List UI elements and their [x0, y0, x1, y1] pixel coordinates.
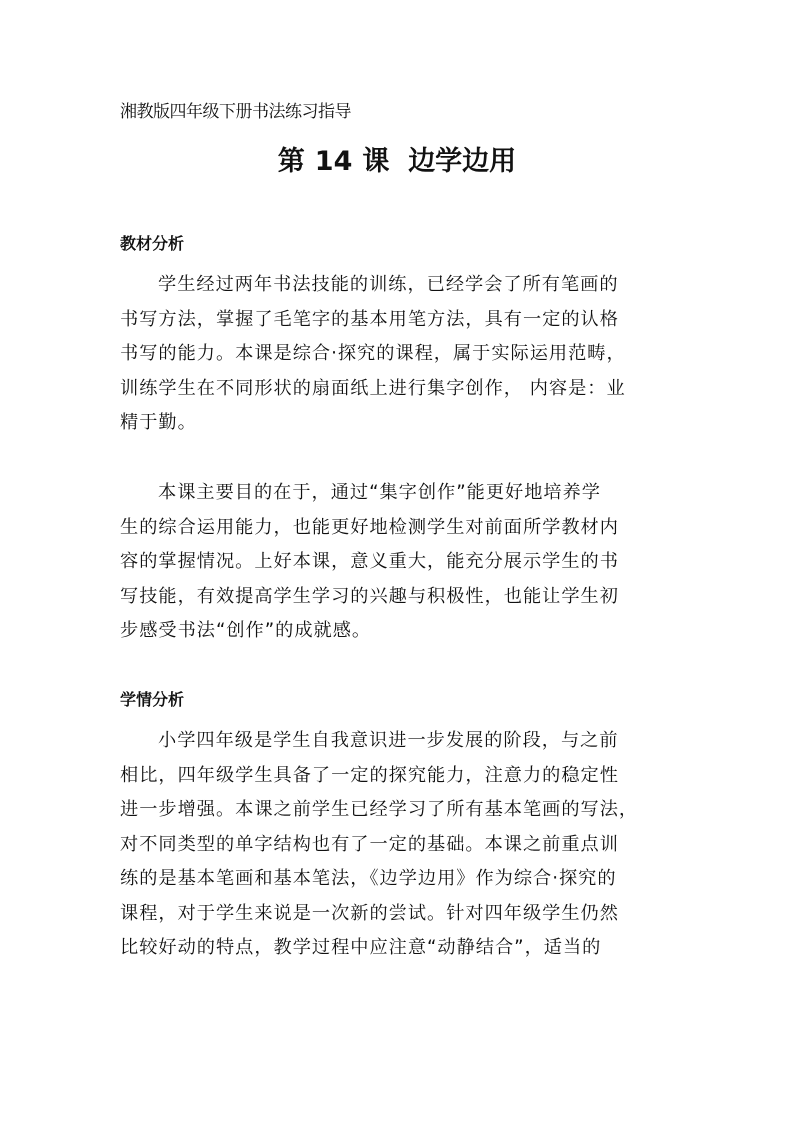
paragraph-line: 步感受书法“创作”的成就感。	[120, 620, 372, 641]
series-title: 湘教版四年级下册书法练习指导	[120, 102, 351, 122]
paragraph-line: 小学四年级是学生自我意识进一步发展的阶段，与之前	[158, 730, 619, 751]
lesson-name: 边学边用	[408, 146, 517, 177]
textbook-analysis-paragraph-2	[120, 476, 676, 649]
lesson-number: 14	[314, 146, 353, 177]
paragraph-line: 书写的能力。本课是综合·探究的课程，属于实际运用范畴，	[120, 343, 626, 364]
paragraph-line: 生的综合运用能力，也能更好地检测学生对前面所学教材内	[120, 516, 619, 538]
lesson-title	[0, 142, 794, 182]
lesson-suffix: 课	[362, 146, 390, 177]
lesson-prefix: 第	[277, 146, 305, 177]
section-heading-textbook-analysis: 教材分析	[120, 234, 185, 253]
paragraph-line: 对不同类型的单字结构也有了一定的基础。本课之前重点训	[120, 833, 619, 855]
paragraph-line: 课程，对于学生来说是一次新的尝试。针对四年级学生仍然	[120, 902, 619, 924]
textbook-analysis-paragraph-1	[120, 268, 676, 441]
paragraph-line: 比较好动的特点，教学过程中应注意“动静结合”，适当的	[120, 937, 602, 958]
paragraph-line: 容的掌握情况。上好本课，意义重大，能充分展示学生的书	[120, 551, 619, 572]
paragraph-line: 进一步增强。本课之前学生已经学习了所有基本笔画的写法，	[120, 799, 639, 820]
paragraph-line: 精于勤。	[120, 412, 197, 433]
paragraph-line: 本课主要目的在于，通过“集字创作”能更好地培养学	[158, 482, 601, 503]
paragraph-line: 写技能，有效提高学生学习的兴趣与积极性，也能让学生初	[120, 585, 619, 607]
learner-analysis-paragraph-1	[120, 724, 676, 966]
paragraph-line: 相比，四年级学生具备了一定的探究能力，注意力的稳定性	[120, 764, 619, 786]
paragraph-line: 训练学生在不同形状的扇面纸上进行集字创作， 内容是：业	[120, 377, 626, 399]
section-heading-learner-analysis: 学情分析	[120, 690, 185, 709]
paragraph-line: 练的是基本笔画和基本笔法，《边学边用》作为综合·探究的	[120, 868, 617, 889]
paragraph-line: 学生经过两年书法技能的训练，已经学会了所有笔画的	[158, 274, 619, 295]
paragraph-line: 书写方法，掌握了毛笔字的基本用笔方法，具有一定的认格	[120, 308, 619, 330]
